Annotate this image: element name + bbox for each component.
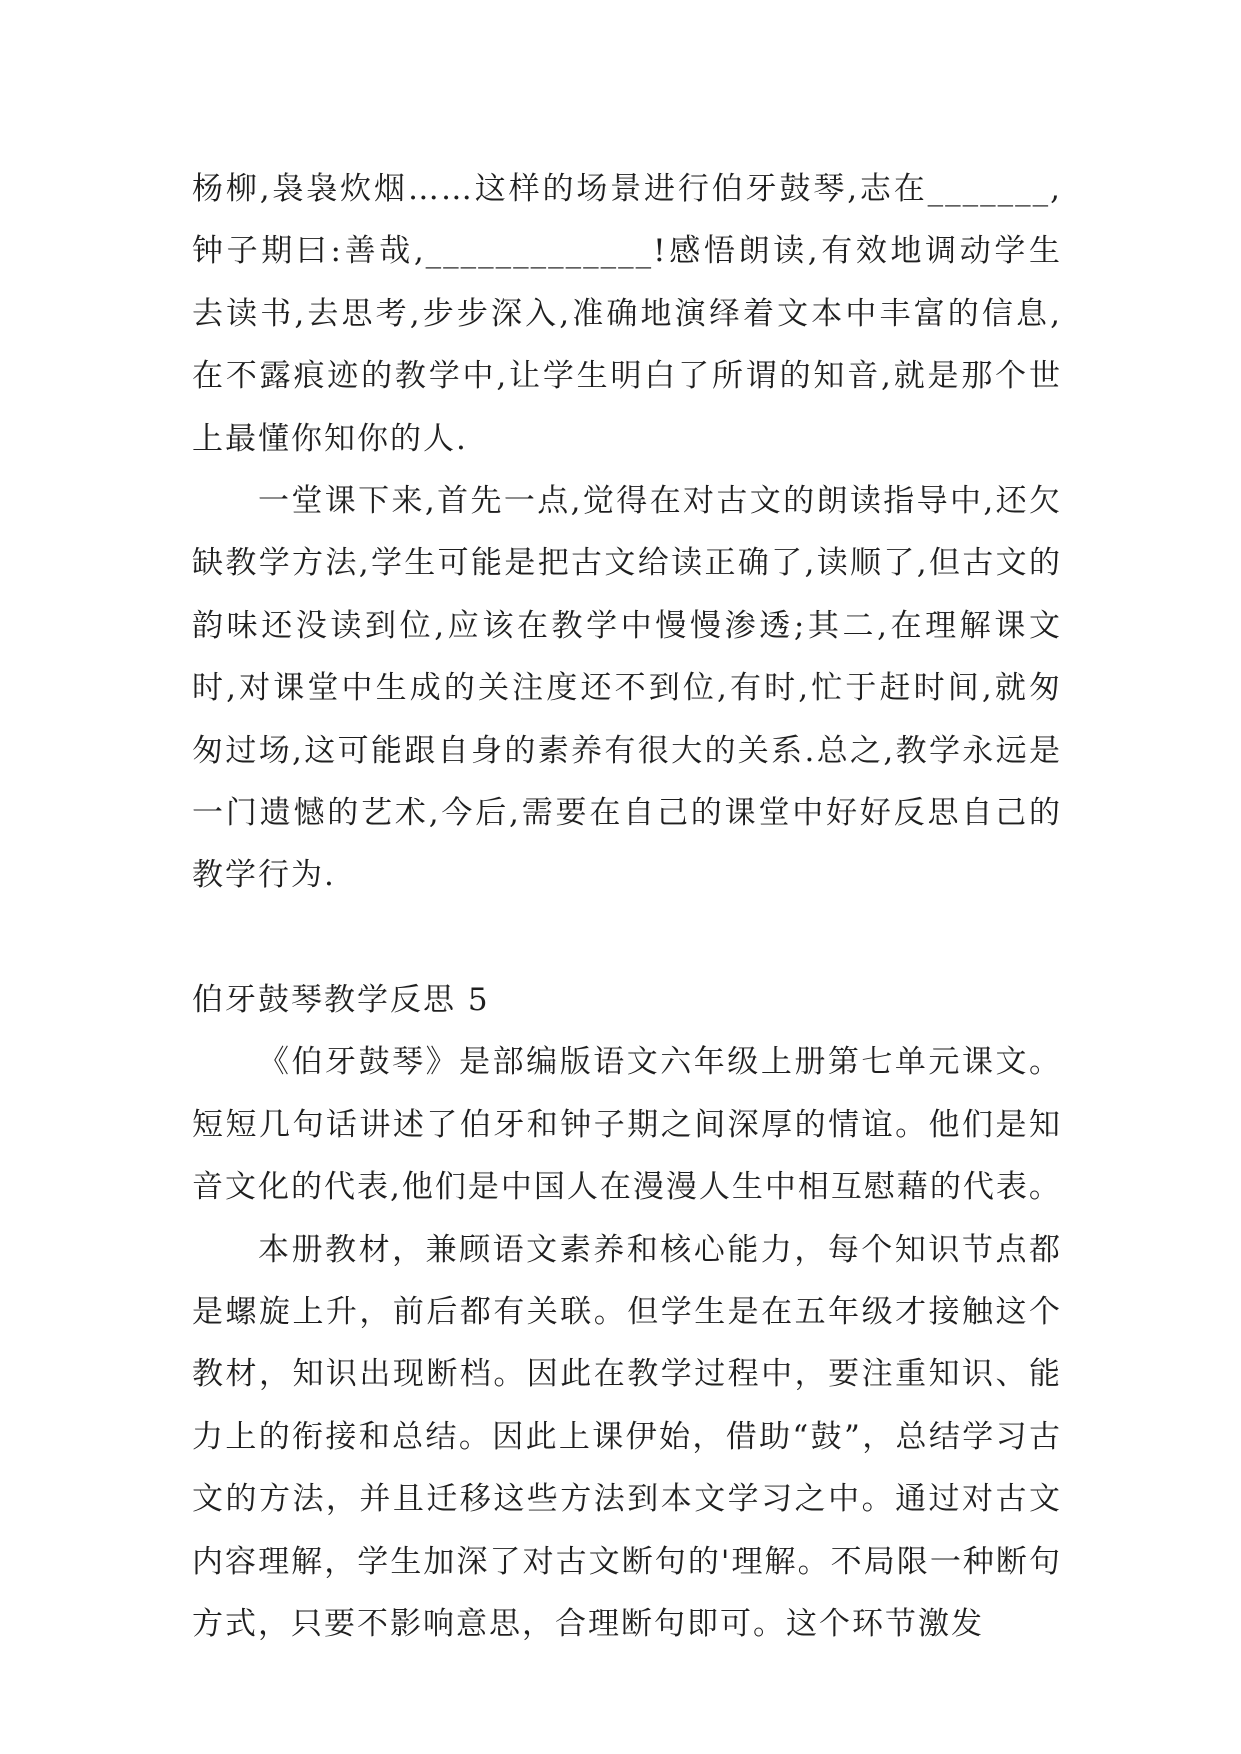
paragraph-intro: 《伯牙鼓琴》是部编版语文六年级上册第七单元课文。短短几句话讲述了伯牙和钟子期之间深厚的情谊。他们是知音文化的代表,他们是中国人在漫漫人生中相互慰藉的代表。 (192, 1044, 1062, 1206)
paragraph-textbook: 本册教材，兼顾语文素养和核心能力，每个知识节点都是螺旋上升，前后都有关联。但学生是在五年级才接触这个教材，知识出现断档。因此在教学过程中，要注重知识、能力上的衔接和总结。因此上课伊始，借助“鼓”，总结学习古文的方法，并且迁移这些方法到本文学习之中。通过对古文内容理解，学生加深了对古文断句的'理解。不局限一种断句方式，只要不影响意思，合理断句即可。这个环节激发 (192, 1231, 1062, 1642)
section-title: 伯牙鼓琴教学反思 5 (192, 981, 490, 1018)
paragraph-reflection: 一堂课下来,首先一点,觉得在对古文的朗读指导中,还欠缺教学方法,学生可能是把古文给读正确了,读顺了,但古文的韵味还没读到位,应该在教学中慢慢渗透;其二,在理解课文时,对课堂中生成的关注度还不到位,有时,忙于赶时间,就匆匆过场,这可能跟自身的素养有很大的关系.总之,教学永远是一门遗憾的艺术,今后,需要在自己的课堂中好好反思自己的教学行为. (192, 483, 1062, 894)
paragraph-continuation: 杨柳,袅袅炊烟……这样的场景进行伯牙鼓琴,志在_______,钟子期曰:善哉,_____________!感悟朗读,有效地调动学生去读书,去思考,步步深入,准确地演绎着文本中丰富的信息,在不露痕迹的教学中,让学生明白了所谓的知音,就是那个世上最懂你知你的人. (192, 171, 1062, 457)
document-body (192, 158, 1062, 1655)
